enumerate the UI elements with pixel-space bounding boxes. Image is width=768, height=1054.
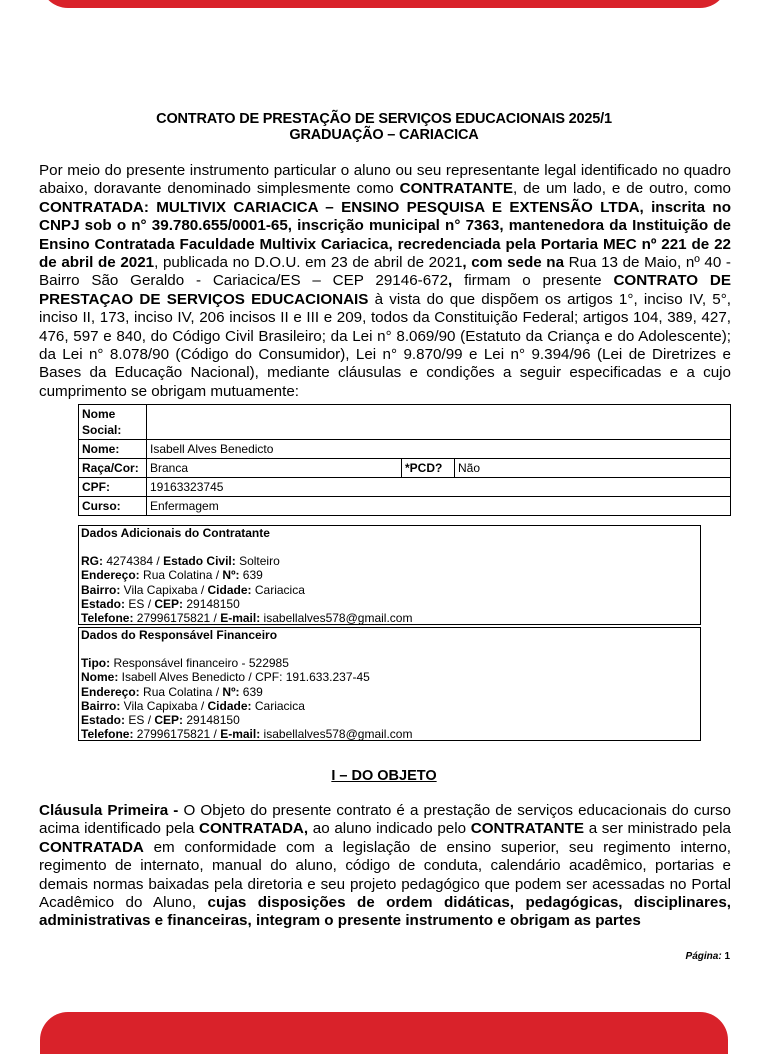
intro-bold: CONTRATANTE [399, 180, 513, 198]
clausula-text: em conformidade com a legislação de ensino superior, seu regimento interno, regimento de internato, manual do aluno, código de conduta, calendário acadêmico, portarias e demais normas baixadas pela diretoria e seu projeto pedagógico que podem ser acessadas no Portal Acadêmico do Aluno, [39, 838, 731, 912]
raca-value: Branca [147, 459, 402, 478]
intro-bold: , [448, 272, 453, 290]
raca-label: Raça/Cor: [79, 459, 147, 478]
page-label: Página: [685, 951, 722, 962]
intro-text: à vista do que dispõem os artigos 1°, inciso IV, 5°, inciso II, 173, inciso IV, 206 incisos II e III e 209, todos da Constituição Federal; artigos 104, 389, 427, 476, 597 e 840, do Código Civil Brasileiro; da Lei n° 8.069/90 (Estatuto da Criança e do Adolescente); da Lei n° 8.078/90 (Código do Consumidor), Lei n° 9.870/99 e Lei n° 9.394/96 (Lei de Diretrizes e Bases da Educação Nacional), mediante cláusulas e condições a seguir especificadas e a cujo cumprimento se obrigam mutuamente: [39, 290, 731, 400]
intro-text: Por meio do presente instrumento particular o aluno ou seu representante legal identificado no quadro abaixo, doravante denominado simplesmente como [39, 162, 731, 198]
responsavel-address-line: Endereço: Rua Colatina / Nº: 639 [81, 684, 263, 699]
table-row [79, 405, 731, 440]
clausula-text: a ser ministrado pela [584, 820, 731, 838]
responsavel-tipo-line: Tipo: Responsável financeiro - 522985 [81, 656, 289, 671]
pcd-label: *PCD? [402, 459, 455, 478]
responsavel-contact-line: Telefone: 27996175821 / E-mail: isabellalves578@gmail.com [81, 727, 413, 742]
contratante-bairro-line: Bairro: Vila Capixaba / Cidade: Cariacica [81, 582, 305, 597]
responsavel-estado-line: Estado: ES / CEP: 29148150 [81, 713, 240, 728]
nome-social-label: Nome Social: [79, 405, 147, 440]
responsavel-box [78, 627, 701, 741]
cpf-label: CPF: [79, 478, 147, 497]
intro-bold: CONTRATO DE PRESTAÇAO DE SERVIÇOS EDUCACIONAIS [39, 272, 731, 308]
responsavel-nome-line: Nome: Isabell Alves Benedicto / CPF: 191.633.237-45 [81, 670, 370, 685]
clausula-bold: cujas disposições de ordem didáticas, pedagógicas, disciplinares, administrativas e financeiras, integram o presente instrumento e obrigam as partes [39, 894, 731, 930]
page-number-value: 1 [724, 951, 730, 962]
clausula-text: ao aluno indicado pelo [308, 820, 471, 838]
nome-social-value [147, 405, 731, 440]
clausula-bold: CONTRATADA, [199, 820, 309, 838]
title-line-2: GRADUAÇÃO – CARIACICA [289, 127, 479, 143]
intro-text: firmam o presente [452, 272, 614, 290]
table-row [79, 497, 731, 516]
clausula-text: O Objeto do presente contrato é a prestação de serviços educacionais do curso acima identificado pela [39, 802, 731, 838]
page-number [686, 951, 730, 962]
nome-value: Isabell Alves Benedicto [147, 440, 731, 459]
clausula-bold: CONTRATADA [39, 838, 144, 856]
footer-red-band [40, 1012, 728, 1054]
intro-bold: , com sede na [462, 254, 565, 272]
intro-bold: CONTRATADA: MULTIVIX CARIACICA – ENSINO PESQUISA E EXTENSÃO LTDA, inscrita no CNPJ sob o n° 39.780.655/0001-65, inscrição municipal n° 7363, mantenedora da Instituição de Ensino Contratada Faculdade Multivix Cariacica, recredenciada pela Portaria MEC nº 221 de 22 de abril de 2021 [39, 198, 731, 272]
contratante-contact-line: Telefone: 27996175821 / E-mail: isabellalves578@gmail.com [81, 611, 413, 626]
student-info-table [78, 404, 731, 516]
responsavel-bairro-line: Bairro: Vila Capixaba / Cidade: Cariacica [81, 698, 305, 713]
contratante-rg-line: RG: 4274384 / Estado Civil: Solteiro [81, 554, 280, 569]
section-title: I – DO OBJETO [331, 768, 437, 784]
intro-paragraph [39, 162, 731, 401]
curso-value: Enfermagem [147, 497, 731, 516]
table-row [79, 478, 731, 497]
intro-text: Rua 13 de Maio, nº 40 - Bairro São Geraldo - Cariacica/ES – CEP 29146-672 [39, 254, 731, 290]
nome-label: Nome: [79, 440, 147, 459]
intro-text: , publicada no D.O.U. em 23 de abril de 2021 [154, 254, 463, 272]
title-line-1: CONTRATO DE PRESTAÇÃO DE SERVIÇOS EDUCACIONAIS 2025/1 [156, 111, 612, 127]
clausula-bold: Cláusula Primeira - [39, 802, 179, 819]
curso-label: Curso: [79, 497, 147, 516]
contratante-estado-line: Estado: ES / CEP: 29148150 [81, 596, 240, 611]
contratante-heading: Dados Adicionais do Contratante [81, 526, 270, 540]
intro-text: , de um lado, e de outro, como [512, 180, 731, 198]
clausula-bold: CONTRATANTE [470, 820, 585, 838]
document-title [0, 111, 768, 143]
header-red-band [40, 0, 728, 8]
table-row [79, 459, 731, 478]
contratante-box [78, 525, 701, 625]
contratante-address-line: Endereço: Rua Colatina / Nº: 639 [81, 568, 263, 583]
pcd-value: Não [455, 459, 731, 478]
responsavel-heading: Dados do Responsável Financeiro [81, 628, 278, 642]
table-row [79, 440, 731, 459]
cpf-value: 19163323745 [147, 478, 731, 497]
clausula-paragraph [39, 802, 731, 931]
